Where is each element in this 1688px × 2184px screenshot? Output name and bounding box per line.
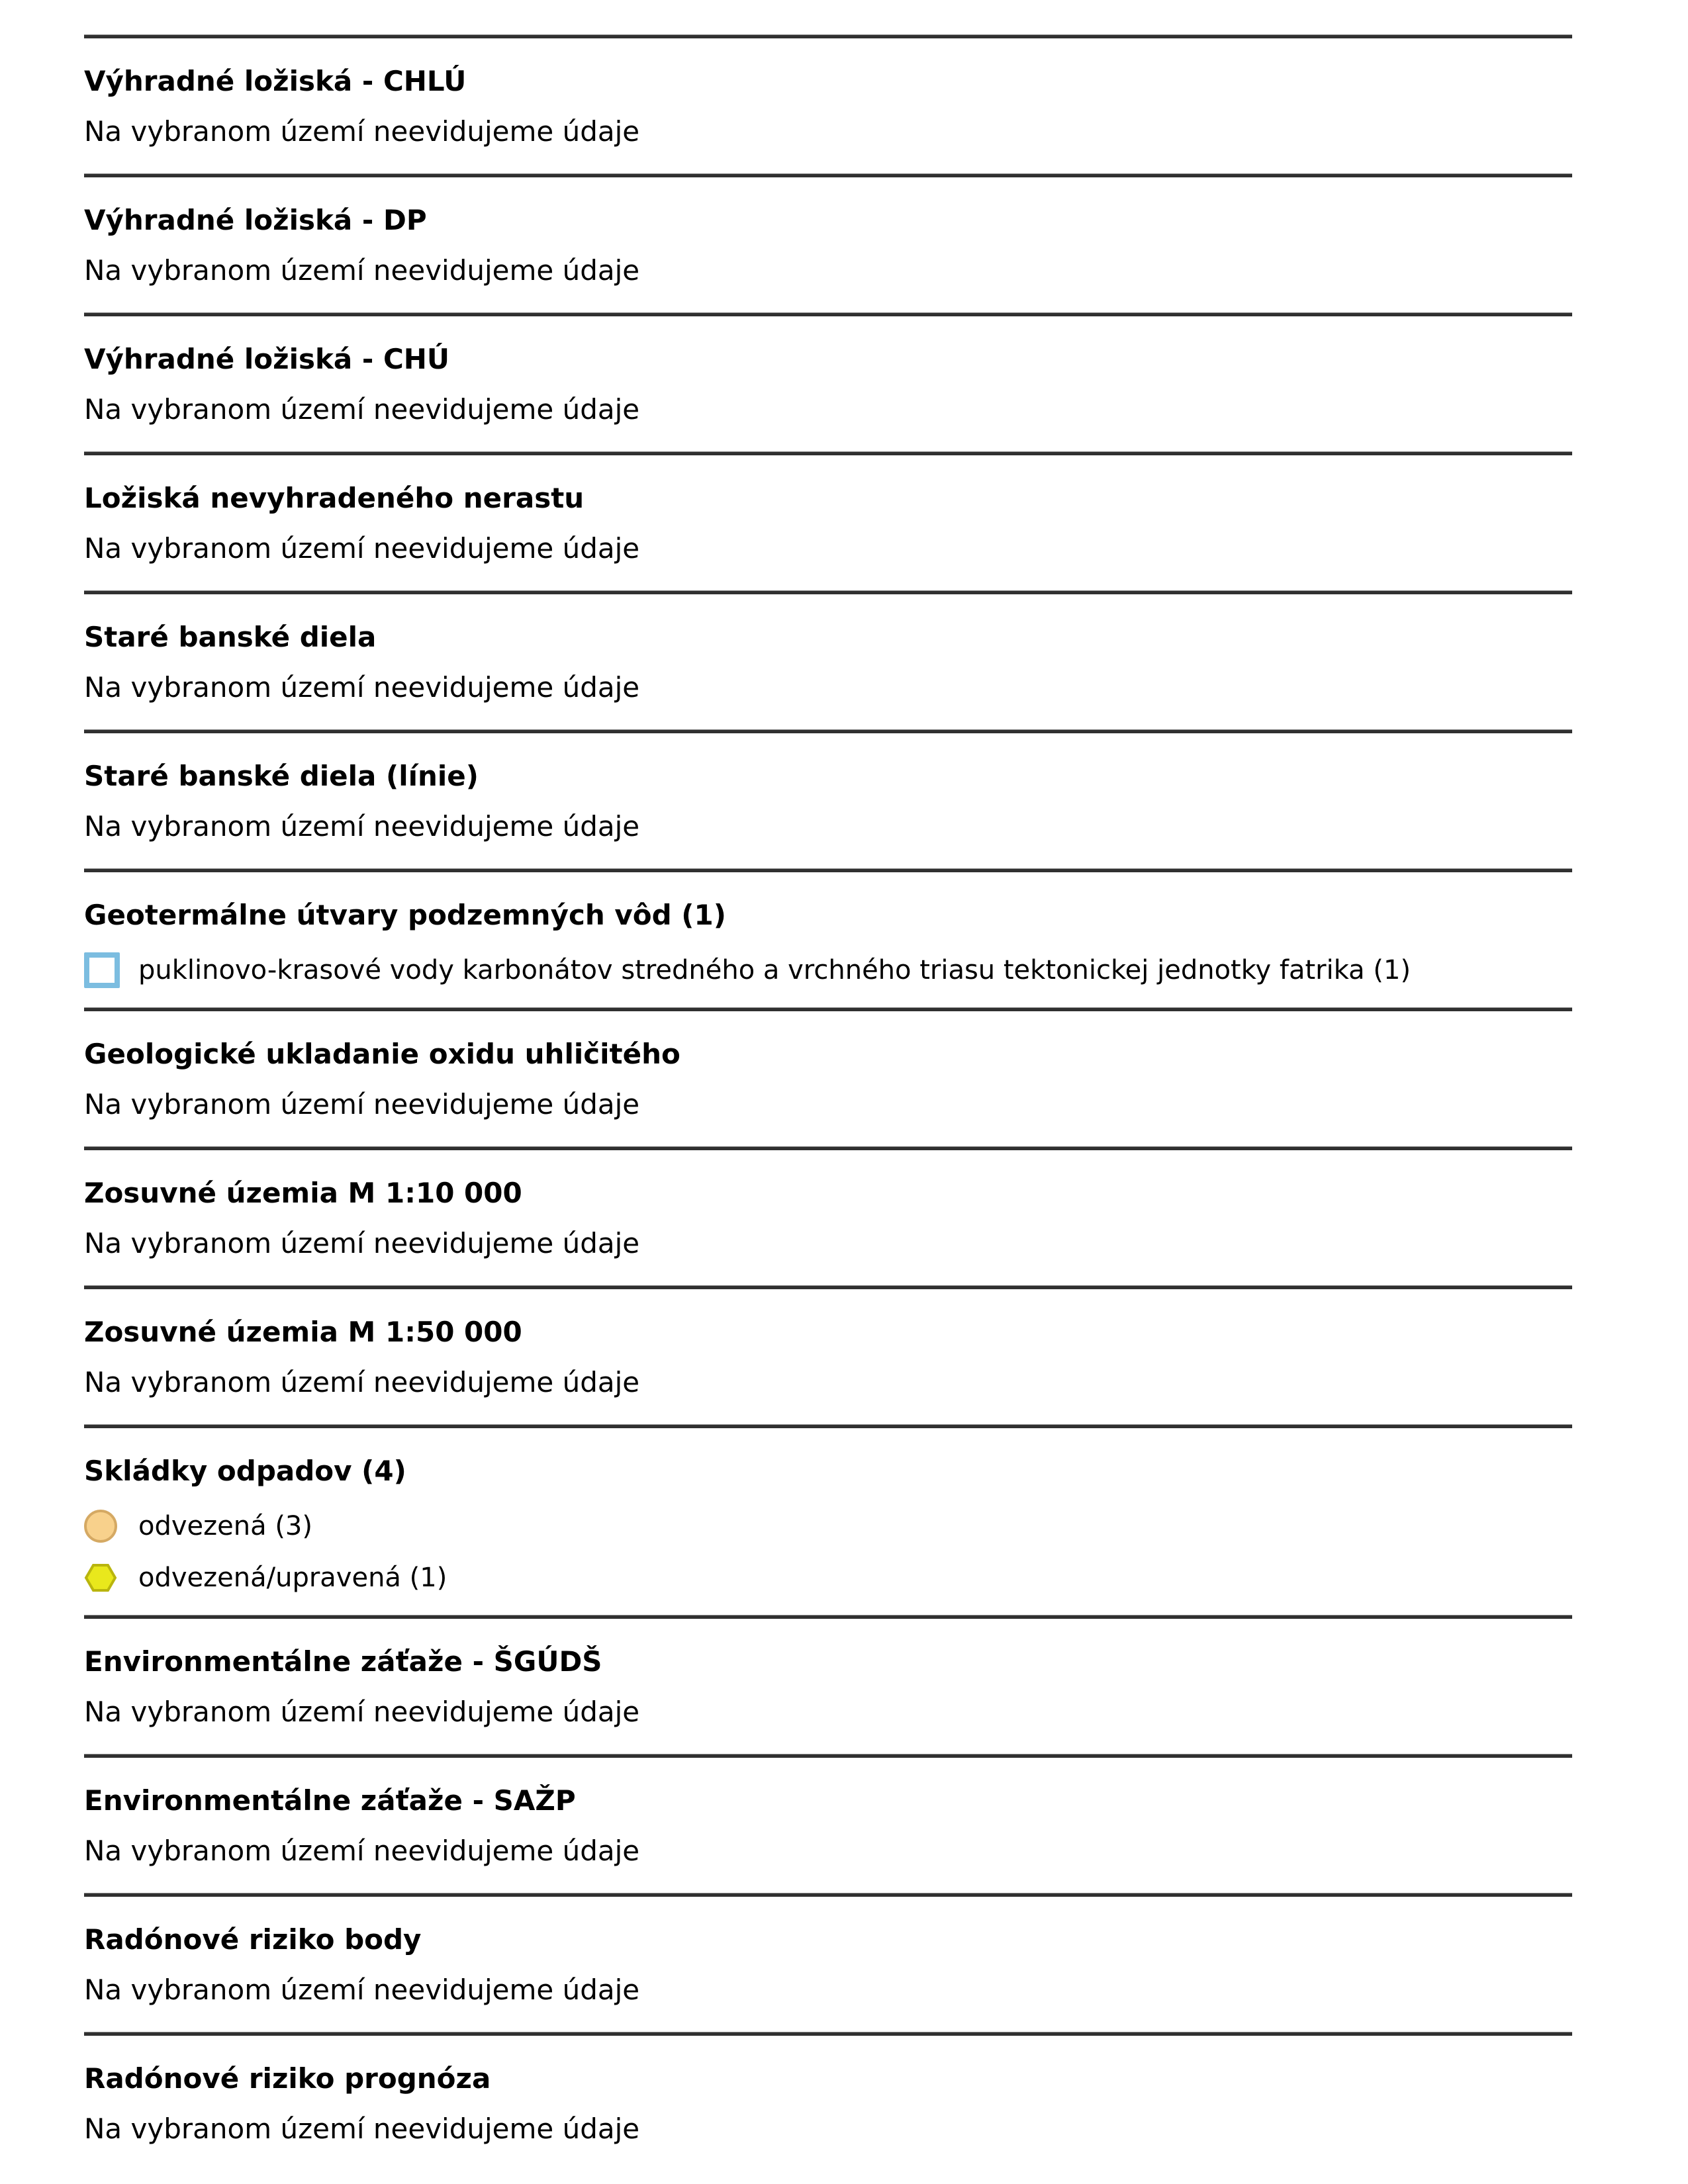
layer-section (84, 1146, 1572, 1260)
section-divider (84, 1424, 1572, 1428)
layer-section (84, 1754, 1572, 1868)
no-data-text: Na vybranom území neevidujeme údaje (84, 1088, 640, 1120)
no-data-text: Na vybranom území neevidujeme údaje (84, 810, 640, 842)
section-divider (84, 312, 1572, 316)
section-divider (84, 1893, 1572, 1897)
section-title: Staré banské diela (84, 621, 377, 653)
section-divider (84, 2032, 1572, 2036)
legend-item (84, 949, 1572, 991)
section-title: Zosuvné územia M 1:10 000 (84, 1177, 522, 1209)
layer-section (84, 1007, 1572, 1121)
section-title: Geotermálne útvary podzemných vôd (1) (84, 899, 726, 931)
no-data-text: Na vybranom území neevidujeme údaje (84, 393, 640, 426)
section-divider (84, 1007, 1572, 1011)
no-data-text: Na vybranom území neevidujeme údaje (84, 532, 640, 565)
section-divider (84, 1754, 1572, 1758)
legend-symbol-slot (84, 952, 122, 988)
legend-hexagon-icon (84, 1563, 117, 1592)
section-divider (84, 451, 1572, 455)
no-data-text: Na vybranom území neevidujeme údaje (84, 1974, 640, 2006)
section-divider (84, 34, 1572, 38)
section-divider (84, 173, 1572, 177)
section-title: Environmentálne záťaže - ŠGÚDŠ (84, 1645, 602, 1678)
section-title: Geologické ukladanie oxidu uhličitého (84, 1038, 680, 1070)
layer-section (84, 1424, 1572, 1599)
layer-section (84, 312, 1572, 426)
section-title: Radónové riziko prognóza (84, 2062, 491, 2095)
no-data-text: Na vybranom území neevidujeme údaje (84, 254, 640, 287)
section-title: Výhradné ložiská - CHLÚ (84, 65, 467, 97)
legend-symbol-slot (84, 1510, 122, 1543)
layer-section (84, 34, 1572, 148)
section-title: Skládky odpadov (4) (84, 1455, 406, 1487)
no-data-text: Na vybranom území neevidujeme údaje (84, 1366, 640, 1398)
no-data-text: Na vybranom území neevidujeme údaje (84, 1696, 640, 1728)
section-title: Radónové riziko body (84, 1923, 422, 1956)
layer-section (84, 1615, 1572, 1729)
layer-section (84, 1893, 1572, 2007)
section-title: Výhradné ložiská - DP (84, 204, 427, 236)
section-title: Environmentálne záťaže - SAŽP (84, 1784, 576, 1817)
no-data-text: Na vybranom území neevidujeme údaje (84, 2113, 640, 2145)
layer-section (84, 729, 1572, 843)
no-data-text: Na vybranom území neevidujeme údaje (84, 1835, 640, 1867)
no-data-text: Na vybranom území neevidujeme údaje (84, 671, 640, 704)
layer-section (84, 590, 1572, 704)
legend-symbol-slot (84, 1563, 122, 1592)
legend-item (84, 1557, 1572, 1599)
section-divider (84, 1285, 1572, 1289)
layer-section (84, 173, 1572, 287)
legend-square-icon (84, 952, 120, 988)
legend-item (84, 1505, 1572, 1547)
layer-section (84, 868, 1572, 991)
section-divider (84, 1615, 1572, 1619)
section-divider (84, 1146, 1572, 1150)
legend-item-label: odvezená/upravená (1) (138, 1563, 447, 1593)
legend-circle-icon (84, 1510, 117, 1543)
layer-section (84, 1285, 1572, 1399)
layer-section (84, 451, 1572, 565)
legend-item-label: odvezená (3) (138, 1511, 312, 1541)
section-title: Ložiská nevyhradeného nerastu (84, 482, 585, 514)
section-title: Výhradné ložiská - CHÚ (84, 343, 450, 375)
no-data-text: Na vybranom území neevidujeme údaje (84, 1227, 640, 1259)
no-data-text: Na vybranom území neevidujeme údaje (84, 115, 640, 148)
section-title: Zosuvné územia M 1:50 000 (84, 1316, 522, 1348)
section-divider (84, 868, 1572, 872)
section-divider (84, 729, 1572, 733)
section-divider (84, 590, 1572, 594)
layer-section (84, 2032, 1572, 2146)
legend-item-label: puklinovo-krasové vody karbonátov stredného a vrchného triasu tektonickej jednotky fatrika (1) (138, 955, 1411, 985)
section-title: Staré banské diela (línie) (84, 760, 479, 792)
